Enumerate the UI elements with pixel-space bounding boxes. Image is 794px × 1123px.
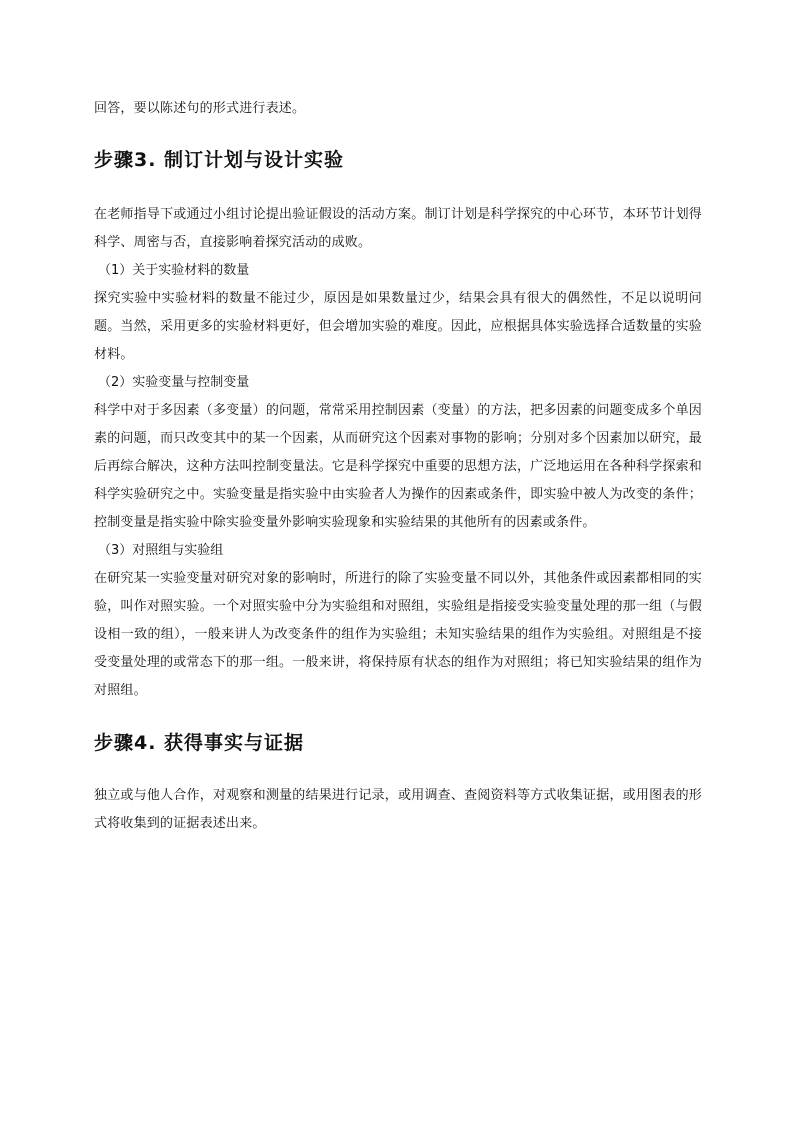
section-title-variables: （2）实验变量与控制变量 [98,375,250,390]
intro-tail-paragraph: 回答，要以陈述句的形式进行表述。 [94,101,306,116]
section-title-control-group: （3）对照组与实验组 [98,543,224,558]
step4-body-paragraph: 独立或与他人合作，对观察和测量的结果进行记录，或用调查、查阅资料等方式收集证据，或用图表的形式将收集到的证据表述出来。 [94,788,702,831]
section-body-control-group: 在研究某一实验变量对研究对象的影响时，所进行的除了实验变量不同以外，其他条件或因素都相同的实验，叫作对照实验。一个对照实验中分为实验组和对照组，实验组是指接受实验变量处理的那一组（与假设相一致的组），一般来讲人为改变条件的组作为实验组；未知实验结果的组作为实验组。对照组是不接受变量处理的或常态下的那一组。一般来讲，将保持原有状态的组作为对照组；将已知实验结果的组作为对照组。 [94,571,702,698]
section-body-materials: 探究实验中实验材料的数量不能过少，原因是如果数量过少，结果会具有很大的偶然性，不足以说明问题。当然，采用更多的实验材料更好，但会增加实验的难度。因此，应根据具体实验选择合适数量的实验材料。 [94,291,702,362]
step3-intro-paragraph: 在老师指导下或通过小组讨论提出验证假设的活动方案。制订计划是科学探究的中心环节，本环节计划得科学、周密与否，直接影响着探究活动的成败。 [94,207,702,250]
document-content [94,95,702,838]
step4-heading: 步骤4. 获得事实与证据 [94,732,305,754]
step3-heading: 步骤3. 制订计划与设计实验 [94,149,345,171]
section-body-variables: 科学中对于多因素（多变量）的问题，常常采用控制因素（变量）的方法，把多因素的问题变成多个单因素的问题，而只改变其中的某一个因素，从而研究这个因素对事物的影响；分别对多个因素加以研究，最后再综合解决，这种方法叫控制变量法。它是科学探究中重要的思想方法，广泛地运用在各种科学探索和科学实验研究之中。实验变量是指实验中由实验者人为操作的因素或条件，即实验中被人为改变的条件；控制变量是指实验中除实验变量外影响实验现象和实验结果的其他所有的因素或条件。 [94,403,702,530]
section-title-materials: （1）关于实验材料的数量 [98,263,250,278]
